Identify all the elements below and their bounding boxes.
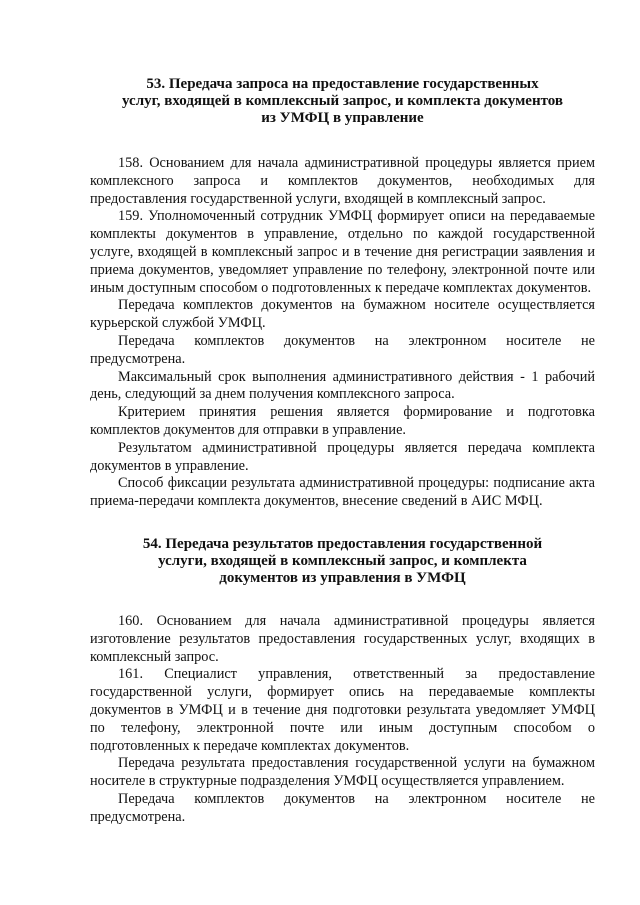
heading-line: документов из управления в УМФЦ (219, 569, 466, 586)
heading-line: 53. Передача запроса на предоставление государственных (146, 76, 539, 92)
paragraph-electronic-transfer: Передача комплектов документов на электронном носителе не предусмотрена. (90, 332, 595, 367)
section-54-body (90, 613, 595, 827)
section-54-heading (90, 536, 595, 587)
heading-line: услуги, входящей в комплексный запрос, и комплекта (158, 552, 527, 569)
paragraph-fixation-method: Способ фиксации результата административной процедуры: подписание акта приема-передачи комплекта документов, внесение сведений в АИС МФЦ. (90, 475, 595, 510)
heading-line: 54. Передача результатов предоставления государственной (142, 535, 543, 552)
paragraph-159: 159. Уполномоченный сотрудник УМФЦ формирует описи на передаваемые комплекты документов в управление, отдельно по каждой государственной услуге, входящей в комплексный запрос и в течение дня регистрации заявления и приема документов, уведомляет управление по телефону, электронной почте или иным доступным способом о подготовленных к передаче комплектах документов. (90, 208, 595, 296)
heading-line: услуг, входящей в комплексный запрос, и комплекта документов (122, 93, 563, 109)
paragraph-paper-transfer: Передача комплектов документов на бумажном носителе осуществляется курьерской службой УМФЦ. (90, 297, 595, 332)
paragraph-158: 158. Основанием для начала административной процедуры является прием комплексного запроса и комплектов документов, необходимых для предоставления государственной услуги, входящей в комплексный запрос. (90, 155, 595, 207)
paragraph-electronic-transfer-2: Передача комплектов документов на электронном носителе не предусмотрена. (90, 790, 595, 825)
heading-line: из УМФЦ в управление (261, 110, 424, 126)
paragraph-161: 161. Специалист управления, ответственный за предоставление государственной услуги, формирует опись на передаваемые комплекты документов в УМФЦ и в течение дня подготовки результата уведомляет УМФЦ по телефону, электронной почте или иным доступным способом о подготовленных к передаче комплектах документов. (90, 666, 595, 754)
section-53-heading (90, 76, 595, 127)
paragraph-max-term: Максимальный срок выполнения административного действия - 1 рабочий день, следующий за днем получения комплексного запроса. (90, 368, 595, 403)
paragraph-result-paper-transfer: Передача результата предоставления государственной услуги на бумажном носителе в структурные подразделения УМФЦ осуществляется управлением. (90, 755, 595, 790)
section-53-body (90, 155, 595, 511)
paragraph-160: 160. Основанием для начала административной процедуры является изготовление результатов предоставления государственных услуг, входящих в комплексный запрос. (90, 612, 595, 665)
paragraph-result: Результатом административной процедуры является передача комплекта документов в управление. (90, 439, 595, 474)
paragraph-decision-criterion: Критерием принятия решения является формирование и подготовка комплектов документов для отправки в управление. (90, 404, 595, 438)
document-page (90, 76, 595, 827)
